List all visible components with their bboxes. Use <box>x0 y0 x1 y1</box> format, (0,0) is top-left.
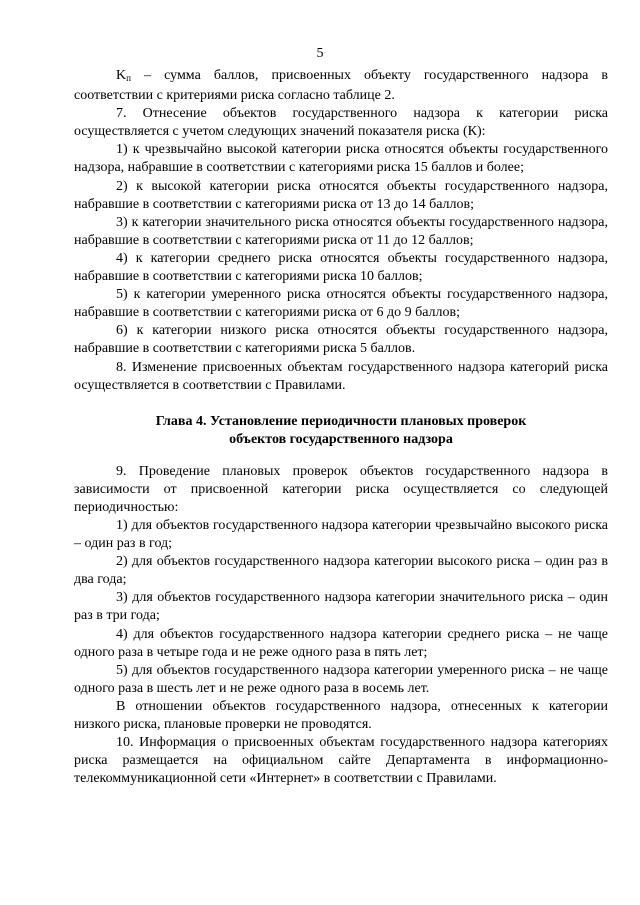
chapter-heading <box>74 413 608 449</box>
inspection-item-1: 1) для объектов государственного надзора категории чрезвычайно высокого риска – один раз в год; <box>74 517 608 552</box>
risk-item-5: 5) к категории умеренного риска относятся объекты государственного надзора, набравшие в соответствии с категориями риска от 6 до 9 баллов; <box>74 287 608 321</box>
kp-definition <box>74 67 608 105</box>
k-subscript: п <box>126 73 131 83</box>
paragraph-7: 7. Отнесение объектов государственного надзора к категории риска осуществляется с учетом следующих значений показателя риска (К): <box>74 106 608 140</box>
low-risk-note: В отношении объектов государственного надзора, отнесенных к категории низкого риска, плановые проверки не проводятся. <box>74 698 608 732</box>
k-definition-text: – сумма баллов, присвоенных объекту государственного надзора в соответствии с критериями риска согласно таблице 2. <box>74 68 608 104</box>
paragraph-9: 9. Проведение плановых проверок объектов государственного надзора в зависимости от присвоенной категории риска осуществляется со следующей периодичностью: <box>74 463 608 515</box>
paragraph-10: 10. Информация о присвоенных объектам государственного надзора категориях риска размещается на официальном сайте Департамента в информационно-телекоммуникационной сети «Интернет» в соответствии с Правилами. <box>74 735 608 787</box>
chapter-heading-line-2: объектов государственного надзора <box>229 431 453 447</box>
inspection-item-3: 3) для объектов государственного надзора категории значительного риска – один раз в три года; <box>74 590 608 624</box>
risk-item-3: 3) к категории значительного риска относятся объекты государственного надзора, набравшие в соответствии с категориями риска от 11 до 12 баллов; <box>74 214 608 248</box>
risk-item-6: 6) к категории низкого риска относятся объекты государственного надзора, набравшие в соответствии с категориями риска 5 баллов. <box>74 323 608 357</box>
chapter-heading-line-1: Глава 4. Установление периодичности плановых проверок <box>155 413 527 429</box>
risk-item-2: 2) к высокой категории риска относятся объекты государственного надзора, набравшие в соответствии с категориями риска от 13 до 14 баллов; <box>74 178 608 212</box>
risk-item-1: 1) к чрезвычайно высокой категории риска относятся объекты государственного надзора, набравшие в соответствии с категориями риска 15 баллов и более; <box>74 142 608 176</box>
inspection-item-5: 5) для объектов государственного надзора категории умеренного риска – не чаще одного раза в шесть лет и не реже одного раза в восемь лет. <box>74 662 608 696</box>
paragraph-8: 8. Изменение присвоенных объектам государственного надзора категорий риска осуществляется в соответствии с Правилами. <box>74 359 608 393</box>
k-symbol: K <box>116 68 127 83</box>
page-number: 5 <box>316 46 324 61</box>
inspection-item-4: 4) для объектов государственного надзора категории среднего риска – не чаще одного раза в четыре года и не реже одного раза в пять лет; <box>74 626 608 660</box>
risk-item-4: 4) к категории среднего риска относятся объекты государственного надзора, набравшие в соответствии с категориями риска 10 баллов; <box>74 250 608 285</box>
document-body <box>74 67 608 788</box>
inspection-item-2: 2) для объектов государственного надзора категории высокого риска – один раз в два года; <box>74 554 608 588</box>
